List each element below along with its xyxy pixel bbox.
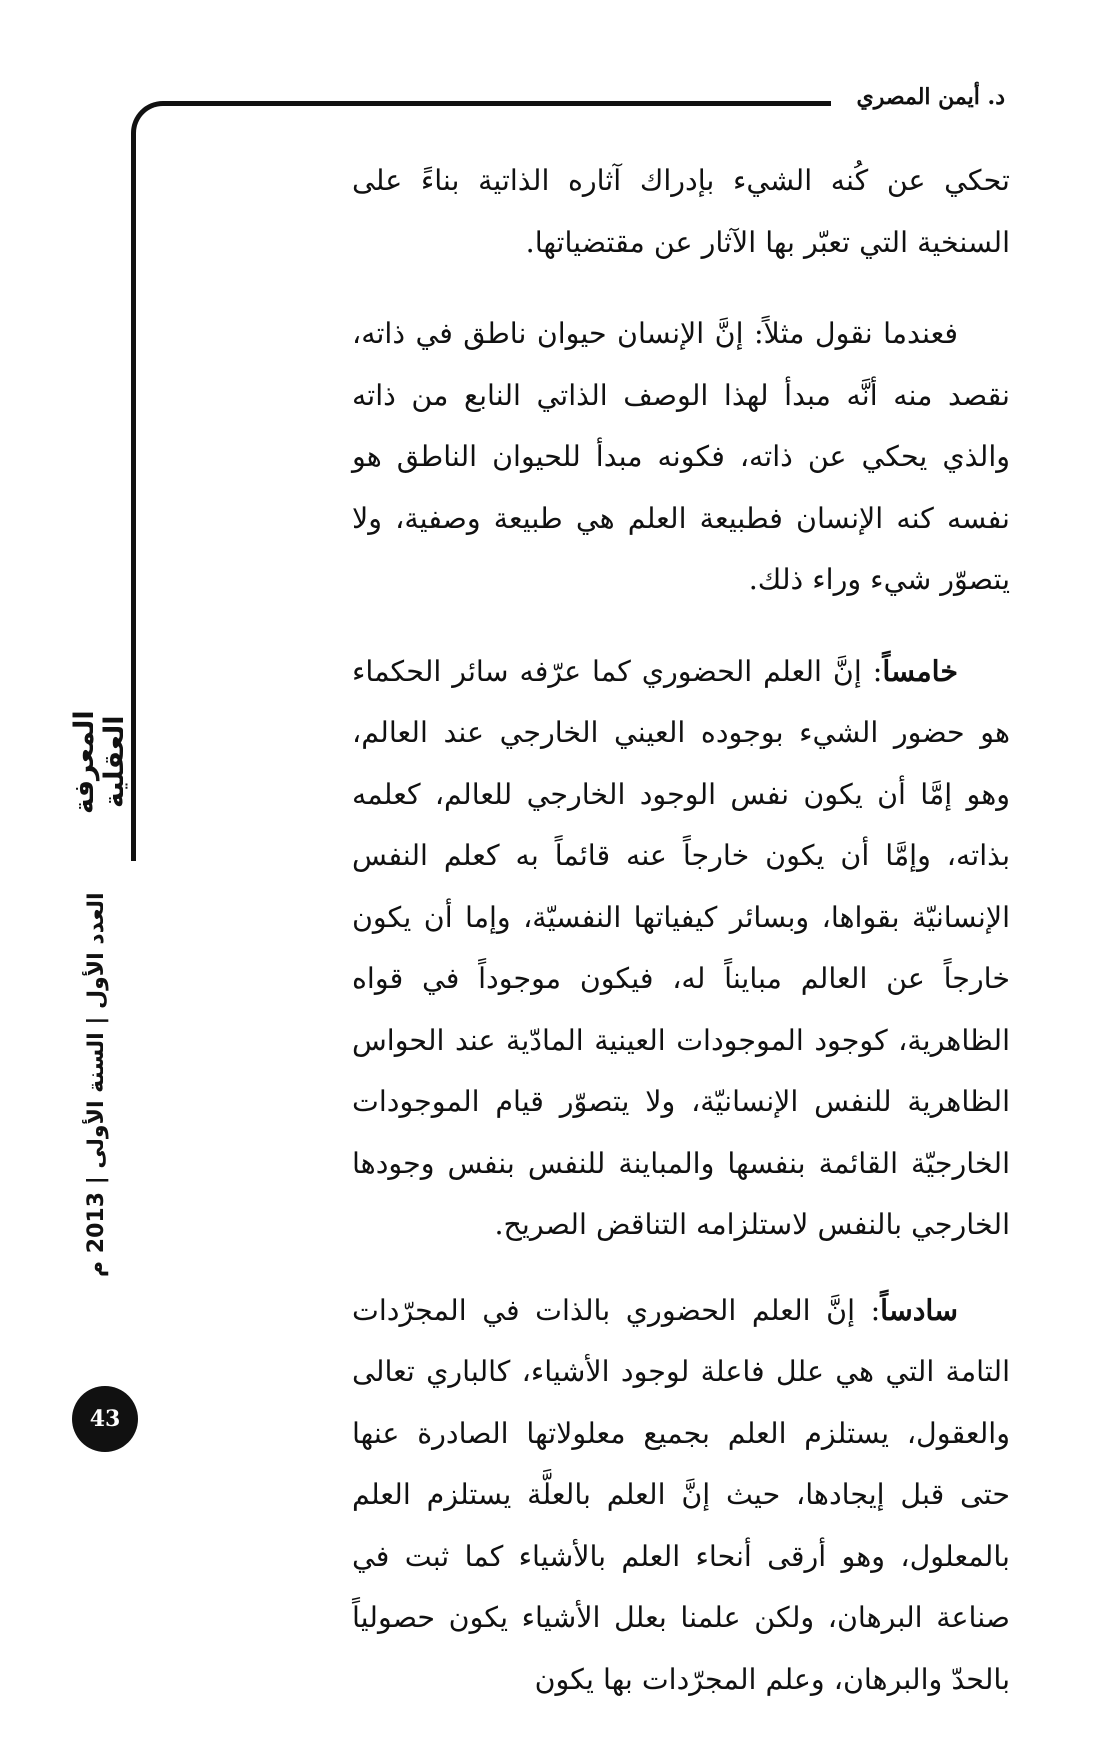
paragraph-4-lead: سادساً [880, 1292, 958, 1327]
paragraph-2-text: فعندما نقول مثلاً: إنَّ الإنسان حيوان ناطق في ذاته، نقصد منه أنَّه مبدأ لهذا الوصف الذاتي النابع من ذاته والذي يحكي عن ذاته، فكونه مبدأ للحيوان الناطق هو نفسه كنه الإنسان فطبيعة العلم هي طبيعة وصفية، ولا يتصوّر شيء وراء ذلك. [352, 317, 1010, 596]
page-number-badge [72, 1386, 138, 1452]
paragraph-2 [352, 303, 1010, 611]
paragraph-1-text: تحكي عن كُنه الشيء بإدراك آثاره الذاتية بناءً على السنخية التي تعبّر بها الآثار عن مقتضياتها. [352, 164, 1010, 259]
body-text [352, 150, 1010, 1740]
paragraph-4-text: : إنَّ العلم الحضوري بالذات في المجرّدات التامة التي هي علل فاعلة لوجود الأشياء، كالباري تعالى والعقول، يستلزم العلم بجميع معلولاتها الصادرة عنها حتى قبل إيجادها، حيث إنَّ العلم بالعلَّة يستلزم العلم بالمعلول، وهو أرقى أنحاء العلم بالأشياء كما ثبت في صناعة البرهان، ولكن علمنا بعلل الأشياء يكون حصولياً بالحدّ والبرهان، وعلم المجرّدات بها يكون [352, 1293, 1010, 1696]
running-header-author: د. أيمن المصري [856, 84, 1005, 110]
paragraph-4 [352, 1280, 1010, 1711]
paragraph-1 [352, 150, 1010, 273]
paragraph-3 [352, 641, 1010, 1256]
page-number: 43 [89, 1406, 121, 1432]
issue-info: العدد الأول | السنة الأولى | 2013 م [84, 892, 109, 1277]
paragraph-3-lead: خامساً [882, 653, 958, 688]
paragraph-3-text: : إنَّ العلم الحضوري كما عرّفه سائر الحكماء هو حضور الشيء بوجوده العيني الخارجي عند العالم، وهو إمَّا أن يكون نفس الوجود الخارجي للعالم، كعلمه بذاته، وإمَّا أن يكون خارجاً عنه قائماً به كعلم النفس الإنسانيّة بقواها، وبسائر كيفياتها النفسيّة، وإما أن يكون خارجاً عن العالم مبايناً له، فيكون موجوداً في قواه الظاهرية، كوجود الموجودات العينية المادّية عند الحواس الظاهرية للنفس الإنسانيّة، ولا يتصوّر قيام الموجودات الخارجيّة القائمة بنفسها والمباينة للنفس بنفس وجودها الخارجي بالنفس لاستلزامه التناقض الصريح. [352, 654, 1010, 1241]
journal-sidebar [69, 662, 138, 1277]
journal-logo: المعرفة العقلية [69, 710, 130, 814]
